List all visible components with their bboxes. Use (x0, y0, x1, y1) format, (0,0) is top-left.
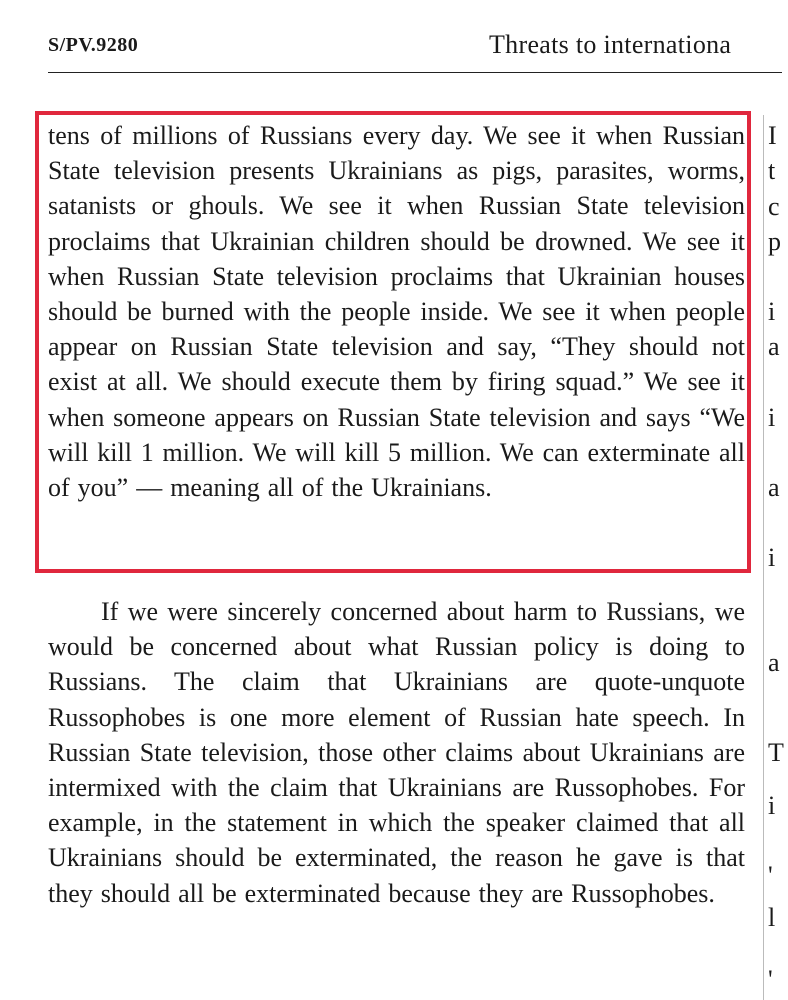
text-line: Russian hate speech. In Russian State television, those (48, 702, 745, 767)
text-line: Russian State television presents Ukrainians as pigs, (48, 121, 746, 186)
highlighted-paragraph (48, 118, 745, 505)
text-line: them by firing squad.” We see it when someone appears (48, 367, 745, 432)
adjacent-column-fragment: T (768, 738, 784, 767)
adjacent-column-fragment: a (768, 332, 780, 361)
adjacent-column-fragment: ' (768, 861, 773, 890)
paragraph-text (48, 594, 745, 911)
text-line: on Russian State television and says “We will kill (48, 402, 746, 467)
text-line: are quote-unquote Russophobes is one more element of (48, 667, 745, 732)
adjacent-column-fragment: c (768, 192, 780, 221)
text-line: If we were sincerely concerned about harm to (101, 597, 597, 626)
header-rule (48, 72, 782, 73)
text-line: Russian State television proclaims that Ukrainian (48, 191, 746, 256)
text-line: other claims about Ukrainians are intermixed with the (48, 737, 745, 803)
adjacent-column-fragment: i (768, 297, 776, 326)
text-line: should be burned with the people inside. We see it (48, 297, 600, 327)
text-line: Russians, we would be concerned about what Russian (48, 597, 746, 662)
text-line: children should be drowned. We see it when Russian (48, 226, 745, 291)
running-title: Threats to internationa (489, 30, 732, 59)
text-line: are Russophobes. (531, 878, 715, 908)
page-header (0, 0, 782, 76)
text-line: claim that Ukrainians are Russophobes. For example, (48, 773, 745, 838)
column-gutter-rule (763, 115, 764, 1000)
text-line: when people appear on Russian State television and (48, 297, 746, 362)
text-line: parasites, worms, satanists or ghouls. We see it when (48, 156, 745, 221)
text-line: is that they should all be exterminated because they (48, 843, 745, 908)
adjacent-column-fragment: a (768, 648, 780, 677)
adjacent-column-fragment: t (768, 156, 776, 185)
text-line: policy is doing to Russians. The claim that Ukrainians (48, 632, 745, 697)
document-symbol: S/PV.9280 (48, 34, 139, 56)
adjacent-column-fragment: p (768, 227, 781, 256)
text-line: all of you” — meaning all of the Ukrainians. (48, 437, 746, 503)
adjacent-column-fragment: i (768, 543, 776, 572)
text-line: in the statement in which the speaker claimed that all (153, 808, 746, 838)
text-line: tens of millions of Russians every day. We see it when (48, 121, 653, 150)
text-line: 1 million. We will kill 5 million. We can exterminate (140, 437, 711, 467)
adjacent-column-fragment: i (768, 403, 776, 432)
text-line: say, “They should not exist at all. We should execute (48, 332, 746, 397)
adjacent-column-fragment: a (768, 473, 780, 502)
adjacent-column-fragment: I (768, 121, 777, 150)
text-line: State television proclaims that Ukrainian houses (212, 261, 745, 291)
paragraph-text (48, 118, 745, 505)
adjacent-column-fragment: i (768, 791, 776, 820)
adjacent-column-fragment: l (768, 903, 776, 932)
text-line: Ukrainians should be exterminated, the reason he gave (48, 843, 663, 873)
adjacent-column-fragment: ' (768, 965, 773, 994)
following-paragraph (48, 594, 745, 911)
